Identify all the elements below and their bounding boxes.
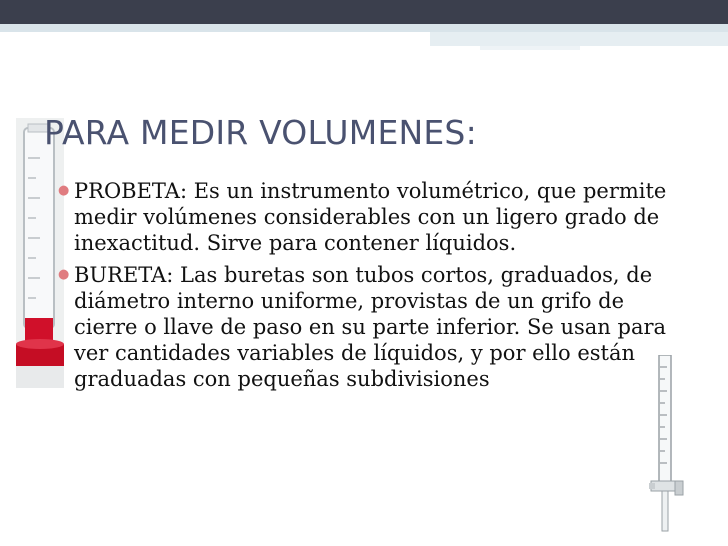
bullet-item-probeta bbox=[56, 178, 678, 256]
bullet-marker-icon: ● bbox=[58, 267, 70, 282]
slide-title: PARA MEDIR VOLUMENES: bbox=[44, 113, 477, 152]
header-accent-band-3 bbox=[480, 46, 580, 50]
header-bar bbox=[0, 0, 728, 24]
bullet-marker-icon: ● bbox=[58, 183, 70, 198]
bullet-item-bureta bbox=[56, 262, 678, 392]
bullet-text: PROBETA: Es un instrumento volumétrico, que permite medir volúmenes considerables con un ligero grado de inexactitud. Sirve para contener líquidos. bbox=[74, 179, 667, 255]
header-accent-band-2 bbox=[430, 32, 728, 46]
bullet-list bbox=[56, 178, 678, 398]
header-accent-band bbox=[0, 24, 728, 32]
bullet-text: BURETA: Las buretas son tubos cortos, graduados, de diámetro interno uniforme, provistas de un grifo de cierre o llave de paso en su parte inferior. Se usan para ver cantidades variables de líquidos, y por ello están graduadas con pequeñas subdivisiones bbox=[74, 263, 667, 391]
